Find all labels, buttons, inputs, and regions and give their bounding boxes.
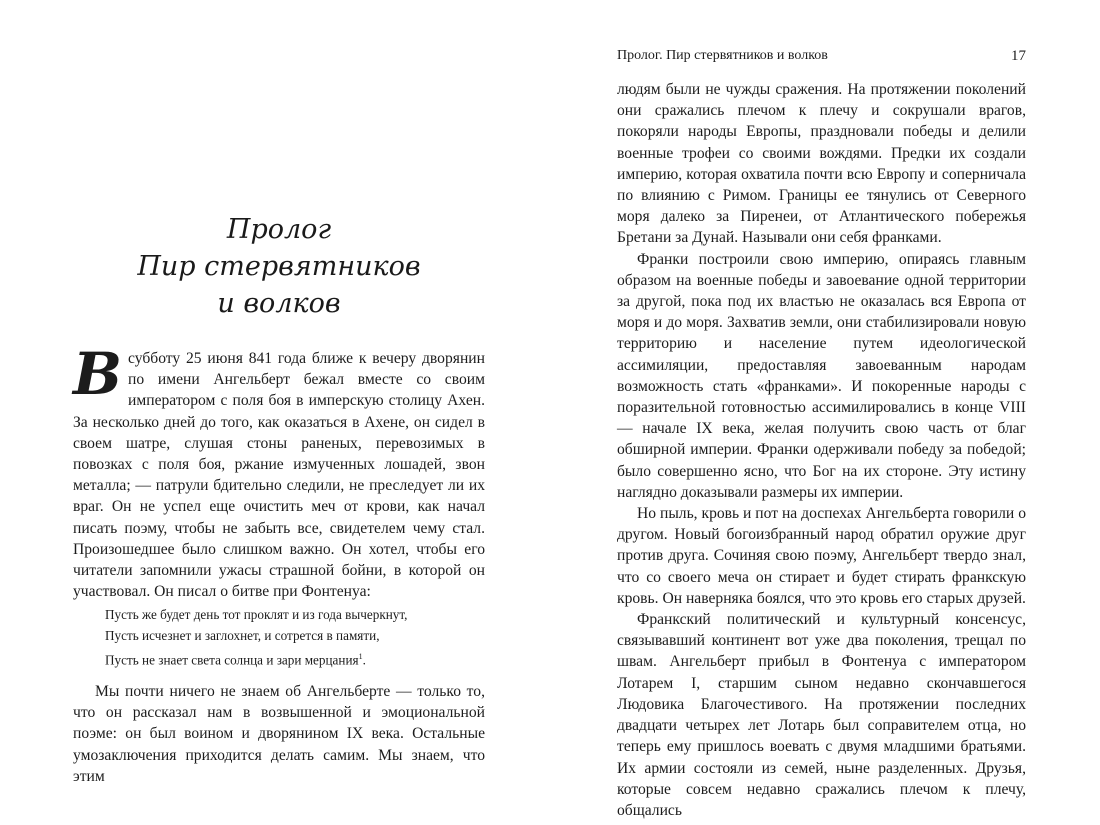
paragraph-2: Франки построили свою империю, опираясь главным образом на военные победы и завоевание одной территории за другой, пока под их властью не оказалась вся Европа от моря и до моря. Захватив земли, они стабилизировали новую территорию и население путем идеологической ассимиляции, предоставляя завоеванным народам возможность стать «франками». И покоренные народы с поразительной готовностью ассимилировались в конце VIII — начале IX века, желая получить свою часть от благ обширной империи. Франки одерживали победу за победой; было совершенно ясно, что Бог на их стороне. Эту истину наглядно доказывали размеры их империи. — [617, 250, 1026, 501]
poem-line-1: Пусть же будет день тот проклят и из года вычеркнут, — [105, 607, 408, 622]
poem-quote — [105, 604, 485, 670]
paragraph-angelbert: Мы почти ничего не знаем об Ангельберте — только то, что он рассказал нам в возвышенной и эмоциональной поэме: он был воином и дворянином IX века. Остальные умозаключения приходится делать самим. Мы знаем, что этим — [73, 683, 485, 785]
right-page — [617, 0, 1026, 825]
poem-line-3-text: Пусть не знает света солнца и зари мерцания — [105, 652, 359, 668]
left-page — [73, 0, 485, 825]
left-body-text-2 — [73, 681, 485, 787]
opening-paragraph — [73, 340, 485, 602]
running-title: Пролог. Пир стервятников и волков — [617, 48, 828, 63]
chapter-title-line-2: Пир стервятников — [137, 251, 421, 282]
drop-cap: В — [73, 340, 123, 408]
poem-line-3-end: . — [362, 652, 366, 668]
paragraph-3: Но пыль, кровь и пот на доспехах Ангельберта говорили о другом. Новый богоизбранный народ обратил оружие друг против друга. Сочиняя свою поэму, Ангельберт твердо знал, что со своего меча он стирает и будет стирать франкскую кровь. Он наверняка боялся, что это кровь его старых друзей. — [617, 505, 1026, 607]
page-number: 17 — [1011, 48, 1026, 64]
footnote-mark[interactable]: 1 — [358, 652, 363, 661]
paragraph-4: Франкский политический и культурный консенсус, связывавший континент вот уже два поколения, трещал по швам. Ангельберт прибыл в Фонтенуа с императором Лотарем I, старшим сыном недавно скончавшегося Людовика Благочестивого. На протяжении последних двадцати четырех лет Лотарь был соправителем отца, но теперь ему пришлось воевать с двумя младшими братьями. Их армии состояли из семей, ныне разделенных. Друзья, которые совсем недавно сражались плечом к плечу, общались — [617, 611, 1026, 819]
right-body-text — [617, 79, 1026, 821]
chapter-title-line-1: Пролог — [226, 214, 332, 245]
running-header — [617, 46, 1026, 66]
chapter-title — [73, 211, 485, 322]
paragraph-1: людям были не чужды сражения. На протяжении поколений они сражались плечом к плечу и сокрушали врагов, покоряли народы Европы, праздновали победы и делили военные трофеи со своими вождями. Предки их создали империю, которая охватила почти всю Европу и соперничала по влиянию с Римом. Границы ее тянулись от Северного моря далеко за Пиренеи, от Атлантического побережья Бретани за Дунай. Называли они себя франками. — [617, 81, 1026, 247]
opening-paragraph-text: субботу 25 июня 841 года ближе к вечеру дворянин по имени Ангельберт бежал вместе со своим императором с поля боя в имперскую столицу Ахен. За несколько дней до того, как оказаться в Ахене, он сидел в своем шатре, слушая стоны раненых, перевозимых в повозках с поля боя, ржание измученных лошадей, звон металла; — патрули бдительно следили, не преследует ли их враг. Он не успел еще очистить меч от крови, как начал писать поэму, чтобы не забыть все, свидетелем чему стал. Произошедшее было слишком важно. Он хотел, чтобы его читатели запомнили ужасы страшной бойни, в которой он участвовал. Он писал о битве при Фонтенуа: — [73, 350, 485, 601]
left-body-text — [73, 340, 485, 602]
poem-line-3 — [105, 646, 485, 670]
poem-line-2: Пусть исчезнет и заглохнет, и сотрется в памяти, — [105, 628, 380, 643]
chapter-title-line-3: и волков — [217, 288, 341, 319]
